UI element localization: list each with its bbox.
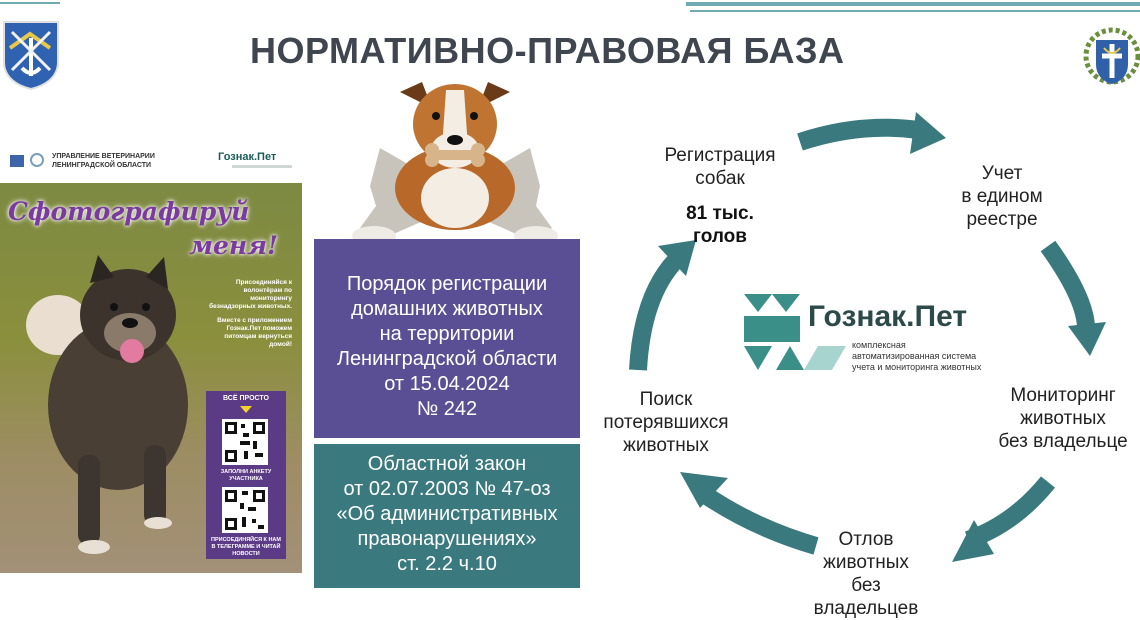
registration-stat-value: 81 тыс. [686,203,754,224]
step-search-line: потерявшихся [603,412,729,433]
leningrad-region-crest-icon [0,18,62,90]
poster-title-line2: меня! [189,231,278,260]
registration-stat-unit: голов [693,226,747,247]
step-capture-line: владельцев [813,598,919,619]
order-line: Ленинградской области [336,348,558,370]
poster-text [206,279,292,355]
law-line: «Об административных [336,503,558,525]
law-line: Областной закон [367,453,527,475]
top-decor-line-2 [690,10,1140,12]
step-registry-line: Учет [981,163,1023,184]
law-line: правонарушениях» [357,528,537,550]
poster-text-2: Вместе с приложением Гознак.Пет поможем питомцам вернуться домой! [217,317,292,348]
step-capture-line: животных [823,552,909,573]
regional-law-box [314,444,580,588]
cycle-arrowhead-1 [910,112,946,154]
vet-seal-icon [30,153,44,167]
cycle-arrowhead-2 [1068,322,1106,356]
page-title: НОРМАТИВНО-ПРАВОВАЯ БАЗА [250,30,845,71]
qr-panel [206,391,286,559]
gznak-subtitle [852,340,1032,373]
poster-title [8,195,278,263]
poster-title-line1: Сфотографируй [8,197,250,226]
gznak-subtitle-line: автоматизированная система [852,351,977,361]
step-search [588,388,744,457]
step-registration-line: Регистрация [664,145,776,166]
step-monitoring [986,384,1140,453]
law-line: ст. 2.2 ч.10 [397,553,497,575]
qr-code-icon[interactable] [222,487,268,533]
order-line: на территории [379,323,515,345]
qr-caption-1: ЗАПОЛНИ АНКЕТУ УЧАСТНИКА [220,469,272,482]
registration-order-box [314,239,580,438]
gznak-subtitle-line: учета и мониторинга животных [852,362,982,372]
cycle-arrow-4 [704,494,816,546]
cycle-arrow-2 [1048,246,1086,326]
region-flag-icon [10,155,24,167]
order-line: от 15.04.2024 [384,373,510,395]
step-capture-line: без [851,575,881,596]
qr-caption-2: ПРИСОЕДИНЯЙСЯ К НАМ В ТЕЛЕГРАММЕ И ЧИТАЙ НОВОСТИ [211,537,281,557]
poster-brand: Гознак.Пет [218,151,277,163]
volunteer-poster [0,137,302,573]
veterinary-emblem-icon [1080,22,1140,92]
law-line: от 02.07.2003 № 47-оз [343,478,551,500]
qr-heading: ВСЁ ПРОСТО [223,395,269,402]
step-capture-line: Отлов [838,529,894,550]
qr-code-icon[interactable] [222,419,268,465]
step-monitoring-line: без владельце [998,431,1128,452]
cycle-arrow-5 [638,260,676,370]
step-registry [942,162,1062,231]
gznak-name: Гознак.Пет [808,300,968,333]
step-registry-line: в едином [961,186,1043,207]
poster-brand-subtitle-line [232,165,292,168]
step-registration [652,144,788,190]
step-monitoring-line: животных [1020,408,1106,429]
running-dog-image [18,255,208,555]
gznak-subtitle-line: комплексная [852,340,906,350]
step-monitoring-line: Мониторинг [1010,385,1116,406]
poster-text-1: Присоединяйся к волонтёрам по мониторингу безнадзорных животных. [209,279,292,310]
step-registration-line: собак [695,168,745,189]
order-line: Порядок регистрации [346,273,548,295]
order-line: домашних животных [351,298,543,320]
top-decor-line-3 [0,2,60,4]
top-decor-line-1 [686,2,1140,6]
step-capture [808,528,924,620]
step-search-line: Поиск [639,389,693,410]
dog-with-bone-image [340,78,570,248]
order-line: № 242 [416,398,478,420]
poster-organization: УПРАВЛЕНИЕ ВЕТЕРИНАРИИ ЛЕНИНГРАДСКОЙ ОБЛАСТИ [52,153,155,169]
cycle-arrow-1 [800,128,918,142]
arrow-down-icon [240,406,252,413]
step-search-line: животных [623,435,709,456]
step-registry-line: реестре [966,209,1038,230]
registration-stat [660,202,780,248]
poster-header [0,137,302,183]
